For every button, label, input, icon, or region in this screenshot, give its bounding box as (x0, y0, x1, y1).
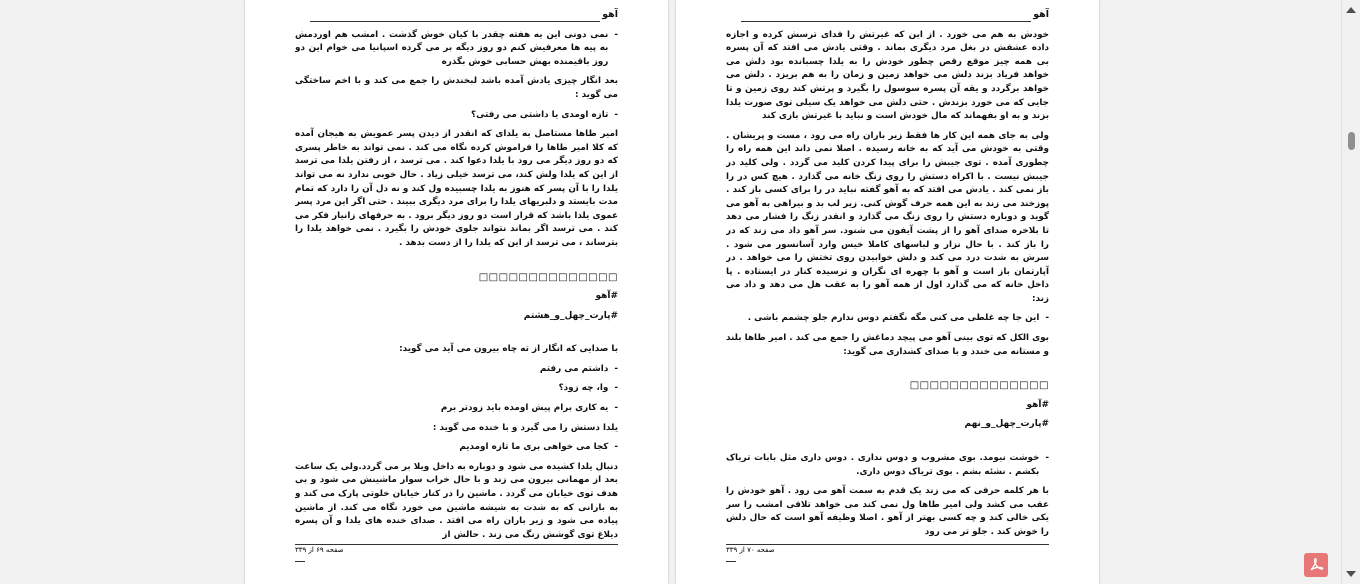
paragraph: دنبال یلدا کشیده می شود و دوباره به داخل ویلا بر می گردد.ولی یک ساعت بعد از مهمانی بیرون می زند و با حال خراب سوار ماشینش می شود و بی هدف توی خیابان می گردد . ماشین را در کنار خیابان خلوتی پارک می کند و به بارانی که به شدت به شیشه ماشین می خورد نگاه می کند. از ماشین پیاده می شود و زیر باران راه می افتد . صدای خنده های یلدا و آن پسره دیلاغ توی گوشش زنگ می زند . حالش از (295, 461, 618, 540)
dialogue-line (726, 452, 1049, 479)
page-content (295, 8, 618, 566)
dialogue-text: وا، چه زود؟ (558, 383, 609, 394)
dialogue-text: نمی دونی این یه هفته چقدر با کیان خوش گذشت . امشب هم اوردمش به پیه ها معرفیش کنم دو روز دیگه بر می گرده اسپانیا می خوام این دو روز باقیمنده بهش حسابی خوش بگذره (295, 29, 609, 67)
scroll-down-icon[interactable] (1346, 571, 1356, 577)
dash-marker: - (614, 383, 618, 394)
dash-marker: - (1045, 453, 1049, 464)
spacer (726, 438, 1049, 452)
footer-mark (726, 561, 736, 562)
spacer (726, 365, 1049, 379)
hashtag: #پارت_چهل_و_نهم (964, 419, 1049, 430)
scroll-up-icon[interactable] (1346, 7, 1356, 13)
vertical-scrollbar[interactable] (1341, 0, 1360, 584)
document-page-69 (245, 0, 668, 584)
spacer (295, 329, 618, 343)
dialogue-text: یه کاری برام پیش اومده باید زودتر برم (440, 403, 609, 414)
page-header (295, 8, 618, 22)
paragraph: با صدایی که انگار از ته چاه بیرون می آید می گوید: (399, 344, 618, 355)
scrollbar-thumb[interactable] (1348, 132, 1355, 150)
dialogue-line (726, 312, 1049, 326)
hashtag: #آهو (1026, 399, 1049, 410)
page-number: صفحه ۷۰ از ۳۳۹ (726, 546, 775, 554)
dialogue-text: کجا می خواهی بری ما تازه اومدیم (459, 442, 609, 453)
footer-mark (295, 561, 305, 562)
header-rule (741, 12, 1031, 22)
dialogue-text: خوشت نیومد. بوی مشروب و دوس نداری . دوس داری مثل بابات تریاک بکشم . نشئه بشم . بوی تریاک دوس داری. (726, 453, 1040, 477)
dialogue-text: این جا چه غلطی می کنی مگه نگفتم دوس ندارم جلو چشمم باشی . (747, 313, 1040, 324)
document-page-70 (676, 0, 1099, 584)
paragraph: خودش به هم می خورد . از این که غیرتش را فدای ترسش کرده و اجازه داده عشقش در بغل مرد دیگری بماند . وقتی یادش می افتد که آن پسره بی همه چیز موقع رقص چطور خودش را به یلدا چسبانده بود دلش می خواهد فریاد بزند دلش می خواهد زمین و زمان را به هم بریزد . دلش می خواهد برگردد و یقه آن پسره سوسول را بگیرد و پرتش کند روی زمین و تا جایی که می خورد بزندش . حتی دلش می خواهد یک سیلی توی صورت یلدا بزند و به او بفهماند که مال خودش است و نباید با غیرتش بازی کند (726, 29, 1049, 122)
paragraph: امیر طاها مستاصل به یلدای که انقدر از دیدن پسر عمویش به هیجان آمده که کلا امیر طاها را فراموش کرده نگاه می کند . نمی تواند به خاطر پسری که دو روز دیگر می رود با یلدا دعوا کند . می ترسد ، از رفتن یلدا می ترسد از این که یلدا ولش کند، می ترسد خیلی زیاد . حال خوبی ندارد نه می تواند یلدا را با آن پسر که هنوز به یلدا چسبیده ول کند و نه دل آن را دارد که تمام مدت بایستد و دلبریهای یلدا را برای مرد دیگری ببیند . حتی اگر این مرد پسر عموی یلدا باشد که قرار است دو روز دیگر برود . به حرفهای زانیار فکر می کند . می ترسد اگر بماند نتواند جلوی خودش را بگیرد . نمی خواهد یلدا را بترساند ، می ترسد از این که یلدا را از دست بدهد . (295, 129, 618, 248)
dialogue-text: تازه اومدی یا داشتی می رفتی؟ (471, 109, 609, 120)
page-number: صفحه ۶۹ از ۳۳۹ (295, 546, 344, 554)
dash-marker: - (614, 442, 618, 453)
page-footer (726, 544, 1049, 554)
header-rule (310, 12, 600, 22)
dialogue-line (295, 109, 618, 123)
dash-marker: - (614, 29, 618, 40)
section-divider: □□□□□□□□□□□□□□ (478, 271, 618, 283)
page-footer (295, 544, 618, 554)
pdf-badge-icon[interactable] (1304, 553, 1328, 577)
header-title: آهو (1033, 9, 1049, 20)
paragraph: با هر کلمه حرفی که می زند یک قدم به سمت آهو می رود . آهو خودش را عقب می کشد ولی امیر طاها ول نمی کند می خواهد تلافی امشب را سر یکی خالی کند و چه کسی بهتر از آهو . اصلا وظیفه آهو است که حال دلش را خوش کند . جلو تر می رود (726, 486, 1049, 537)
paragraph: بوی الکل که توی بینی آهو می پیچد دماغش را جمع می کند . امیر طاها بلند و مستانه می خندد و با صدای کشداری می گوید: (726, 333, 1049, 357)
section-divider: □□□□□□□□□□□□□□ (909, 380, 1049, 392)
dialogue-line (295, 29, 618, 70)
dialogue-line (295, 441, 618, 455)
hashtag: #آهو (595, 291, 618, 302)
paragraph: یلدا دستش را می گیرد و با خنده می گوید : (432, 422, 618, 433)
pdf-symbol-icon (1308, 557, 1324, 573)
hashtag: #پارت_چهل_و_هشتم (523, 310, 618, 321)
header-title: آهو (602, 9, 618, 20)
dialogue-line (295, 363, 618, 377)
page-header (726, 8, 1049, 22)
dash-marker: - (614, 109, 618, 120)
dialogue-text: داشتم می رفتم (539, 363, 609, 374)
dash-marker: - (614, 403, 618, 414)
dialogue-line (295, 382, 618, 396)
dash-marker: - (1045, 313, 1049, 324)
paragraph: ولی به جای همه این کار ها فقط زیر باران راه می رود ، مست و پریشان . وقتی به خودش می آید که به خانه رسیده . اصلا نمی داند این همه راه را چطوری آمده . توی جیبش را برای پیدا کردن کلید می گردد . ولی کلید در جیبش نیست . با اکراه دستش را روی زنگ خانه می گذارد . هیچ کس در را باز نمی کند . یادش می افتد که به آهو گفته نباید در را برای کسی باز کند . پوزخند می زند به این همه حرف گوش کنی. زیر لب بد و بیراهی به آهو می گوید و دوباره دستش را روی زنگ می گذارد و انقدر زنگ را فشار می دهد تا بلاخره صدای آهو را از پشت آیفون می شنود. سر آهو داد می زند که در را باز کند . با حال نزار و لباسهای کاملا خیس وارد آسانسور می شود . سرش به شدت درد می کند و دلش خوابیدن روی تختش را می خواهد . در آپارتمان باز است و آهو با چهره ای نگران و ترسیده کنار در ایستاده . پا داخل خانه که می گذارد اول از همه آهو را به عقب هل می دهد و داد می زند: (726, 130, 1049, 304)
spacer (295, 257, 618, 271)
page-content (726, 8, 1049, 566)
paragraph: بعد انگار چیزی یادش آمده باشد لبخندش را جمع می کند و با اخم ساختگی می گوید : (295, 76, 618, 100)
dialogue-line (295, 402, 618, 416)
dash-marker: - (614, 363, 618, 374)
